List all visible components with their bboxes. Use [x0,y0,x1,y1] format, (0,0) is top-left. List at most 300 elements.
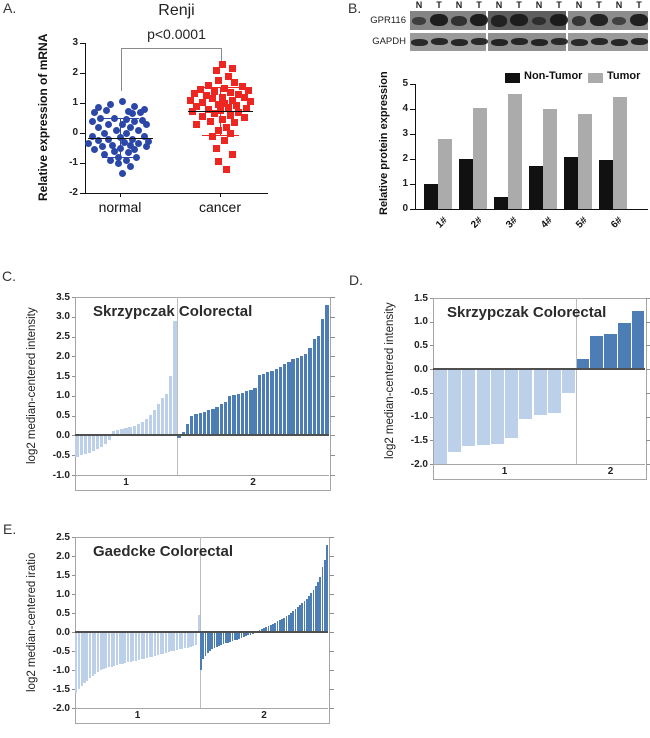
y-tick-mark [410,109,415,110]
bar-non-tumor [494,197,508,210]
waterfall-bar-group2 [304,354,307,435]
y-tick-mark-left [72,297,75,298]
scatter-point [213,145,220,152]
y-tick-mark-left [72,317,75,318]
scatter-point [107,157,114,164]
y-tick-label: -1 [69,157,78,168]
scatter-point [193,121,200,128]
x-category-label: 6# [609,215,625,231]
zero-line [75,631,328,633]
scatter-point [135,127,142,134]
scatter-point [199,113,206,120]
y-tick-mark-right [330,416,335,417]
mean-line [88,138,153,139]
y-tick-mark [80,73,85,74]
waterfall-bar-group2 [207,410,210,435]
y-tick-mark-right [329,651,334,652]
y-tick-label: 3 [72,37,78,48]
blot-band [631,38,648,45]
y-tick-mark-right [329,708,334,709]
p-value-annotation: p<0.0001 [147,26,206,42]
scatter-point [131,146,138,153]
waterfall-bar-group1 [75,435,78,457]
waterfall-bar-group1 [434,369,447,464]
waterfall-bar-group1 [84,435,87,454]
waterfall-bar-group2 [203,412,206,436]
chart-title: Renji [158,2,195,19]
blot-lane-letter: N [455,0,463,10]
y-tick-mark [410,209,415,210]
y-tick-mark-right [329,537,334,538]
y-tick-label: 0.5 [414,339,428,351]
blot-row-label: GPR116 [370,15,406,26]
y-tick-mark-left [72,356,75,357]
waterfall-bar-group2 [300,356,303,435]
waterfall-bar-group1 [96,435,99,449]
y-tick-label: 3.0 [56,311,70,323]
legend-label-non-tumor: Non-Tumor [524,70,583,82]
waterfall-bar-group1 [562,369,575,393]
waterfall-bar-group2 [215,407,218,436]
y-tick-label: -0.5 [52,449,70,461]
y-tick-mark-right [329,613,334,614]
waterfall-bar-group2 [632,311,645,369]
blot-band [411,39,428,46]
y-tick-mark-right [646,440,650,441]
y-tick-mark-right [330,396,335,397]
legend-label-tumor: Tumor [607,70,641,82]
y-tick-mark [410,184,415,185]
waterfall-bar-group1 [88,435,91,452]
y-tick-mark-right [329,575,334,576]
chart-title: Gaedcke Colorectal [93,543,234,560]
scatter-point [143,121,150,128]
blot-band [551,38,568,45]
scatter-point [143,143,150,150]
y-axis-line [415,84,416,210]
x-category-label: 5# [574,215,590,231]
y-tick-label: -0.5 [410,387,428,399]
y-tick-label: 0.5 [56,410,70,422]
waterfall-bar-group2 [325,305,328,436]
waterfall-bar-group2 [313,339,316,436]
y-tick-label: -2.0 [410,458,428,470]
scatter-point [241,114,248,121]
blot-lane-letter: N [535,0,543,10]
x-category-label: 4# [539,215,555,231]
panel-a-letter: A. [3,0,17,16]
blot-band [612,17,626,26]
legend-swatch-non-tumor [505,73,520,83]
blot-lane-letter: T [436,0,442,10]
waterfall-bar-group1 [153,410,156,436]
blot-lane-letter: T [476,0,482,10]
waterfall-bar-group2 [270,371,273,436]
waterfall-bar-group2 [220,404,223,435]
y-axis-label: Relative expression of mRNA [36,33,50,201]
y-tick-mark-left [72,594,75,595]
bar-non-tumor [529,166,543,209]
y-tick-label: 1.5 [56,370,70,382]
scatter-point [105,121,112,128]
waterfall-bar-group2 [296,358,299,436]
waterfall-bar-group1 [165,394,168,436]
waterfall-bar-group2 [258,375,261,435]
blot-band [591,38,608,45]
x-category-label: 3# [504,215,520,231]
waterfall-bar-group2 [228,396,231,436]
scatter-point [91,109,98,116]
blot-band [630,14,647,26]
y-tick-label: 2.5 [56,331,70,343]
group-label-2: 2 [607,465,614,477]
scatter-point [215,77,222,84]
zero-line [75,434,329,436]
waterfall-bar-group1 [92,435,95,451]
panel-c-letter: C. [2,268,16,284]
legend-swatch-tumor [588,73,603,83]
blot-lane-letter: N [615,0,623,10]
y-tick-mark [80,163,85,164]
group-divider-line [576,298,577,464]
scatter-point [207,118,214,125]
blot-band [511,38,528,45]
y-tick-label: 2.0 [56,350,70,362]
y-tick-label: 1.0 [414,316,428,328]
y-tick-mark-left [72,575,75,576]
y-tick-label: 0.0 [56,429,70,441]
y-tick-label: 3.5 [56,291,70,303]
waterfall-bar-group2 [249,390,252,436]
scatter-point [113,127,120,134]
y-tick-mark-left [430,298,433,299]
x-category-label: cancer [198,199,242,215]
y-tick-mark [80,193,85,194]
y-tick-label: -1.0 [52,469,70,481]
waterfall-bar-group2 [241,393,244,436]
y-tick-mark-right [329,594,334,595]
blot-band [531,39,548,46]
y-tick-mark-right [329,670,334,671]
y-tick-mark-right [330,356,335,357]
waterfall-bar-group2 [275,369,278,435]
blot-lane-letter: T [516,0,522,10]
x-category-label: 1# [434,215,450,231]
waterfall-bar-group1 [149,415,152,436]
blot-lane-letter: T [636,0,642,10]
y-tick-mark-right [330,337,335,338]
waterfall-bar-group1 [161,398,164,436]
y-tick-mark-right [330,317,335,318]
waterfall-bar-group1 [145,419,148,436]
y-tick-mark-right [646,369,650,370]
y-tick-label: 1.0 [56,588,70,600]
x-tick-mark [220,193,221,197]
x-category-label: normal [98,199,142,215]
waterfall-bar-group2 [590,336,603,369]
waterfall-bar-group1 [491,369,504,444]
y-tick-mark-left [72,396,75,397]
bar-tumor [578,114,592,209]
scatter-point [129,110,136,117]
significance-bracket-top [121,48,221,49]
waterfall-bar-group1 [173,321,176,436]
y-tick-mark-left [72,376,75,377]
scatter-point [229,65,236,72]
y-tick-label: -2 [69,187,78,198]
scatter-point [111,115,118,122]
scatter-point [97,115,104,122]
y-tick-mark-left [72,416,75,417]
waterfall-bar-group2 [194,414,197,435]
y-tick-mark-left [430,393,433,394]
waterfall-bar-group2 [262,374,265,436]
blot-band [571,39,588,46]
x-strip-divider [75,708,328,709]
y-tick-label: 1.5 [56,569,70,581]
y-tick-mark [410,159,415,160]
zero-line [433,368,645,370]
waterfall-bar-group2 [291,359,294,435]
scatter-point [119,170,126,177]
y-tick-mark-right [646,345,650,346]
blot-band [491,39,508,46]
waterfall-bar-group1 [157,404,160,436]
y-tick-mark-right [330,455,335,456]
waterfall-bar-group1 [198,615,200,632]
y-tick-label: 1 [402,178,408,189]
group-label-1: 1 [123,476,129,488]
waterfall-bar-group1 [169,376,172,435]
blot-lane-letter: N [415,0,423,10]
y-tick-mark-right [646,393,650,394]
y-tick-mark-left [430,440,433,441]
scatter-point [227,89,234,96]
scatter-point [227,130,234,137]
y-tick-mark-right [330,297,335,298]
y-axis-label: Relative protein expression [378,71,390,215]
scatter-point [211,88,218,95]
y-tick-label: 0 [402,203,408,214]
waterfall-bar-group2 [237,394,240,436]
y-tick-mark [80,103,85,104]
scatter-point [223,166,230,173]
scatter-point [115,160,122,167]
blot-band [412,17,426,26]
y-tick-mark-left [72,708,75,709]
y-tick-label: 0.5 [56,607,70,619]
blot-band [611,39,628,46]
y-tick-mark-left [72,613,75,614]
significance-bracket-left-leg [121,48,122,91]
y-tick-label: 0.0 [414,363,428,375]
waterfall-bar-group2 [232,395,235,435]
waterfall-bar-group2 [253,388,256,435]
group-label-2: 2 [250,476,256,488]
y-tick-label: -1.5 [410,434,428,446]
y-tick-mark-left [430,345,433,346]
y-tick-label: 2.5 [56,531,70,543]
panel-d-letter: D. [349,272,363,288]
x-tick-mark [120,193,121,197]
waterfall-bar-group1 [100,435,103,447]
blot-lane-letter: T [556,0,562,10]
scatter-point [125,149,132,156]
waterfall-bar-group1 [195,632,197,645]
y-tick-label: 1 [72,97,78,108]
y-tick-mark-left [72,337,75,338]
waterfall-bar-group1 [477,369,490,445]
panel-b-letter: B. [348,0,362,16]
chart-title: Skrzypczak Colorectal [447,304,607,321]
scatter-point [229,151,236,158]
y-tick-label: 4 [402,103,408,114]
blot-band [491,15,507,26]
y-tick-mark-left [72,556,75,557]
y-axis-line [85,43,86,193]
blot-lane-letter: N [575,0,583,10]
bar-tumor [613,97,627,209]
scatter-point [219,61,226,68]
scatter-point [209,133,216,140]
waterfall-bar-group2 [224,402,227,436]
waterfall-bar-group2 [211,409,214,436]
y-tick-label: -2.0 [52,702,70,714]
bar-non-tumor [599,160,613,210]
y-tick-mark [80,43,85,44]
y-tick-label: 1.5 [414,292,428,304]
y-tick-mark-right [329,632,334,633]
y-tick-mark-right [646,298,650,299]
blot-band [572,16,587,26]
y-tick-label: -0.5 [52,645,70,657]
waterfall-bar-group2 [199,413,202,436]
bar-tumor [508,94,522,209]
waterfall-bar-group1 [448,369,461,452]
scatter-point [245,87,252,94]
blot-lane-letter: N [495,0,503,10]
scatter-point [103,107,110,114]
scatter-point [215,158,222,165]
blot-band [471,38,488,45]
x-category-label: 2# [469,215,485,231]
blot-band [430,14,448,27]
significance-bracket-right-leg [221,48,222,61]
blot-band [451,16,466,26]
bar-non-tumor [459,159,473,209]
bar-tumor [543,109,557,209]
waterfall-bar-group2 [604,334,617,370]
y-tick-label: 5 [402,78,408,89]
y-tick-label: 1.0 [56,390,70,402]
y-tick-mark [80,133,85,134]
scatter-point [85,140,92,147]
y-tick-mark-right [330,376,335,377]
group-label-1: 1 [134,709,141,721]
blot-band [451,39,468,46]
y-tick-label: 2.0 [56,550,70,562]
scatter-point [131,103,138,110]
x-axis-line [85,193,268,194]
waterfall-bar-group2 [283,364,286,435]
waterfall-bar-group2 [321,319,324,436]
chart-title: Skrzypczak Colorectal [93,303,253,320]
y-tick-mark [410,134,415,135]
scatter-point [219,116,226,123]
waterfall-bar-group2 [266,372,269,435]
scatter-point [221,137,228,144]
y-tick-mark-right [330,475,335,476]
scatter-point [95,124,102,131]
scatter-point [89,118,96,125]
x-axis-line [415,209,648,210]
scatter-point [127,163,134,170]
scatter-point [133,154,140,161]
scatter-point [101,151,108,158]
waterfall-bar-group2 [190,416,193,436]
y-tick-mark-left [430,464,433,465]
waterfall-bar-group2 [279,367,282,436]
waterfall-bar-group1 [534,369,547,415]
waterfall-bar-group2 [308,348,311,435]
y-tick-mark [410,84,415,85]
scatter-point [91,146,98,153]
waterfall-bar-group2 [326,545,328,632]
scatter-point [99,143,106,150]
scatter-point [137,109,144,116]
scatter-point [231,119,238,126]
waterfall-bar-group1 [519,369,532,419]
waterfall-bar-group1 [548,369,561,413]
y-tick-label: -1.0 [52,664,70,676]
bar-non-tumor [424,184,438,210]
group-label-2: 2 [261,709,267,721]
group-divider-line [177,297,178,475]
bar-tumor [473,108,487,209]
bar-tumor [438,139,452,209]
scatter-point [119,121,126,128]
scatter-point [213,67,220,74]
scatter-point [231,79,238,86]
y-tick-label: 3 [402,128,408,139]
y-tick-mark-left [72,537,75,538]
scatter-point [227,112,234,119]
y-tick-mark-right [329,689,334,690]
blot-band [550,14,568,27]
y-tick-label: 0.0 [56,626,70,638]
waterfall-bar-group1 [462,369,475,446]
y-axis-label: log2 median-centered intensity [384,302,396,460]
y-tick-mark-left [430,417,433,418]
y-tick-mark-right [330,435,335,436]
scatter-point [123,130,130,137]
panel-e-letter: E. [3,521,17,537]
y-tick-mark-right [329,556,334,557]
y-tick-label: -1.0 [410,411,428,423]
blot-lane-letter: T [596,0,602,10]
mean-line [188,111,253,112]
bar-non-tumor [564,157,578,209]
scatter-point [119,98,126,105]
y-tick-mark-left [430,322,433,323]
y-axis-label: log2 median-centered iratio [26,552,38,693]
y-tick-label: 2 [72,67,78,78]
y-tick-mark-left [72,475,75,476]
group-divider-line [200,537,201,708]
y-tick-label: 2 [402,153,408,164]
scatter-point [117,145,124,152]
y-tick-label: 0 [72,127,78,138]
